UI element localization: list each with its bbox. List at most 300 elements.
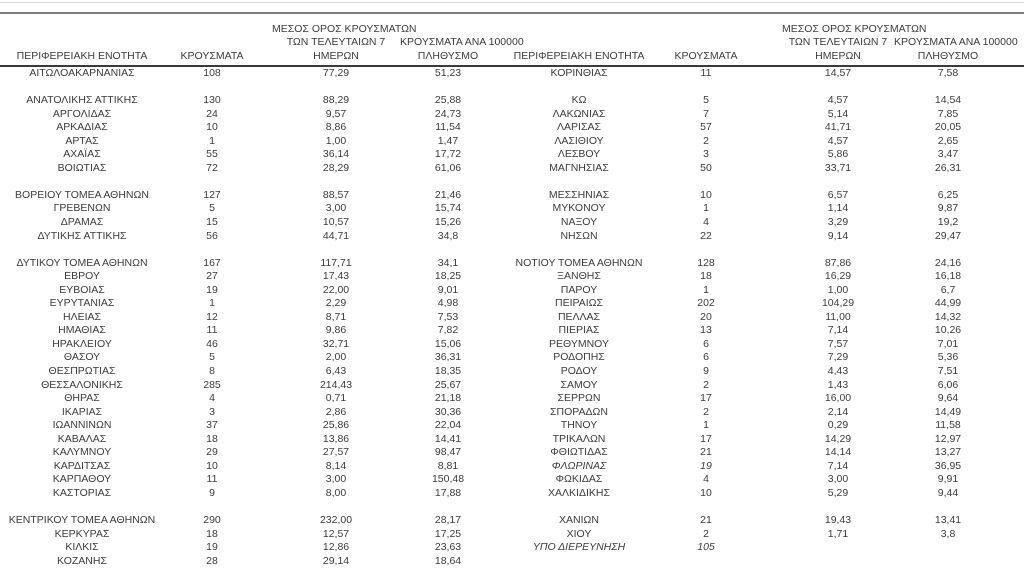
table-row	[0, 528, 1024, 542]
cell-region-right: ΡΟΔΟΥ	[560, 365, 598, 378]
cell-per100k-left: 34,1	[437, 256, 459, 269]
cell-cases-left: 24	[206, 107, 218, 120]
cell-per100k-left: 18,64	[434, 554, 462, 567]
cell-cases-right	[646, 243, 766, 257]
cell-per100k-right: 12,97	[934, 432, 962, 445]
cell-avg7-left: 12,57	[322, 527, 350, 540]
cell-avg7-left: 8,86	[325, 121, 347, 134]
table-row	[0, 433, 1024, 447]
cell-avg7-right: 7,14	[827, 459, 849, 472]
cell-per100k-right: 7,51	[937, 365, 959, 378]
cell-cases-right	[646, 81, 766, 95]
cell-per100k-right: 7,01	[937, 337, 959, 350]
cell-per100k-left: 17,88	[434, 486, 462, 499]
table-row	[0, 446, 1024, 460]
cell-per100k-left: 15,06	[434, 337, 462, 350]
cell-cases-right: 2	[703, 378, 709, 391]
cell-avg7-left: 25,86	[322, 419, 350, 432]
cell-region-left: ΚΑΣΤΟΡΙΑΣ	[52, 486, 112, 499]
cell-region-left: ΚΕΝΤΡΙΚΟΥ ΤΟΜΕΑ ΑΘΗΝΩΝ	[8, 514, 156, 527]
cell-per100k-right: 26,31	[934, 161, 962, 174]
table-row	[0, 284, 1024, 298]
cell-per100k-left	[400, 243, 512, 257]
header-per100k-left: ΚΡΟΥΣΜΑΤΑ ΑΝΑ 100000 ΠΛΗΘΥΣΜΟ	[400, 15, 512, 66]
cell-per100k-right	[894, 501, 1024, 515]
cell-region-left: ΚΕΡΚΥΡΑΣ	[54, 527, 110, 540]
cell-cases-right: 21	[700, 446, 712, 459]
cell-region-left: ΑΡΚΑΔΙΑΣ	[56, 121, 108, 134]
table-row	[0, 406, 1024, 420]
cell-cases-right: 202	[697, 297, 715, 310]
cell-region-left	[0, 243, 164, 257]
cell-per100k-right: 6,06	[937, 378, 959, 391]
cell-per100k-right: 6,25	[937, 188, 959, 201]
cell-avg7-right: 1,14	[827, 202, 849, 215]
cell-per100k-left: 98,47	[434, 446, 462, 459]
cell-cases-right: 19	[700, 459, 712, 472]
table-row	[0, 541, 1024, 555]
cell-region-right: ΤΡΙΚΑΛΩΝ	[552, 432, 606, 445]
table-row	[0, 324, 1024, 338]
cell-per100k-left: 4,98	[437, 297, 459, 310]
cell-per100k-left: 15,74	[434, 202, 462, 215]
table-header	[0, 15, 1024, 66]
cell-cases-left: 37	[206, 419, 218, 432]
cell-cases-right: 6	[703, 337, 709, 350]
cell-avg7-right: 16,00	[824, 392, 852, 405]
cell-avg7-left: 27,57	[322, 446, 350, 459]
cell-per100k-left: 17,72	[434, 148, 462, 161]
cell-cases-left: 15	[206, 216, 218, 229]
header-row	[0, 15, 1024, 66]
cell-region-left: ΑΝΑΤΟΛΙΚΗΣ ΑΤΤΙΚΗΣ	[26, 94, 138, 107]
cell-region-right: ΧΑΛΚΙΔΙΚΗΣ	[548, 486, 610, 499]
table-row	[0, 365, 1024, 379]
cell-avg7-right: 0,29	[827, 419, 849, 432]
table-row	[0, 338, 1024, 352]
cell-region-right: ΜΥΚΟΝΟΥ	[552, 202, 606, 215]
cell-per100k-right: 44,99	[934, 297, 962, 310]
cell-avg7-right: 14,14	[824, 446, 852, 459]
cell-cases-right: 17	[700, 392, 712, 405]
cell-avg7-right	[766, 81, 894, 95]
cell-cases-right: 50	[700, 161, 712, 174]
cell-per100k-right: 13,41	[934, 514, 962, 527]
cell-cases-left: 19	[206, 283, 218, 296]
cell-avg7-right: 7,29	[827, 351, 849, 364]
cell-region-left: ΑΡΓΟΛΙΔΑΣ	[52, 107, 112, 120]
table-row	[0, 460, 1024, 474]
cell-region-left: ΑΙΤΩΛΟΑΚΑΡΝΑΝΙΑΣ	[29, 67, 135, 79]
cell-region-right	[512, 175, 646, 189]
cell-per100k-right: 5,36	[937, 351, 959, 364]
header-cases-right: ΚΡΟΥΣΜΑΤΑ	[646, 15, 766, 66]
cell-per100k-right: 9,44	[937, 486, 959, 499]
cell-cases-left: 10	[206, 121, 218, 134]
cell-per100k-right: 10,26	[934, 324, 962, 337]
cell-avg7-right: 3,29	[827, 216, 849, 229]
cell-avg7-left: 2,29	[325, 297, 347, 310]
cell-avg7-right: 6,57	[827, 188, 849, 201]
cell-per100k-left: 21,18	[434, 392, 462, 405]
cell-avg7-left: 22,00	[322, 283, 350, 296]
cell-avg7-left: 13,86	[322, 432, 350, 445]
cell-cases-right: 3	[703, 148, 709, 161]
cell-avg7-right: 3,00	[827, 473, 849, 486]
cell-cases-left: 5	[209, 202, 215, 215]
cell-cases-left: 8	[209, 365, 215, 378]
cell-cases-right: 11	[700, 67, 712, 79]
cell-avg7-right: 11,00	[825, 310, 851, 323]
cell-cases-left: 3	[209, 405, 215, 418]
cell-avg7-left: 17,43	[322, 270, 350, 283]
table-row	[0, 243, 1024, 257]
table-row	[0, 392, 1024, 406]
cell-region-right: ΥΠΟ ΔΙΕΡΕΥΝΗΣΗ	[532, 541, 626, 554]
cell-cases-left	[164, 175, 260, 189]
table-row	[0, 351, 1024, 365]
cell-region-right: ΠΙΕΡΙΑΣ	[558, 324, 600, 337]
cell-region-right: ΛΑΚΩΝΙΑΣ	[552, 107, 606, 120]
cell-per100k-right	[894, 555, 1024, 568]
cell-region-right: ΠΑΡΟΥ	[560, 283, 598, 296]
cell-cases-right: 1	[703, 419, 709, 432]
cell-region-right: ΛΑΡΙΣΑΣ	[557, 121, 601, 134]
cell-avg7-left: 9,57	[325, 107, 347, 120]
cell-avg7-left	[260, 175, 400, 189]
cell-region-right: ΝΑΞΟΥ	[560, 216, 598, 229]
cell-region-left: ΕΒΡΟΥ	[64, 270, 100, 283]
cell-per100k-left: 23,63	[434, 541, 462, 554]
regional-cases-table	[0, 15, 1024, 568]
table-row	[0, 230, 1024, 244]
cell-cases-right: 7	[703, 107, 709, 120]
cell-avg7-left: 2,86	[325, 405, 347, 418]
cell-cases-left: 11	[206, 473, 218, 486]
cell-per100k-left: 18,35	[434, 365, 462, 378]
cell-cases-left: 5	[209, 351, 215, 364]
cell-avg7-right: 9,14	[827, 229, 849, 242]
cell-per100k-right: 3,47	[937, 148, 959, 161]
cell-per100k-right: 3,8	[940, 527, 956, 540]
cell-avg7-left: 2,00	[325, 351, 347, 364]
cell-cases-left: 27	[206, 270, 218, 283]
cell-avg7-right: 33,71	[824, 161, 852, 174]
cell-region-left: ΕΥΡΥΤΑΝΙΑΣ	[49, 297, 115, 310]
cell-cases-right: 17	[700, 432, 712, 445]
cell-per100k-right: 6,7	[940, 283, 956, 296]
cell-cases-right: 22	[700, 229, 712, 242]
cell-cases-right: 1	[703, 283, 709, 296]
table-row	[0, 94, 1024, 108]
table-row	[0, 487, 1024, 501]
table-row	[0, 175, 1024, 189]
cell-avg7-right	[766, 541, 894, 555]
cell-cases-left: 290	[203, 514, 221, 527]
cell-cases-left: 28	[206, 554, 218, 567]
cell-per100k-left: 7,82	[437, 324, 459, 337]
cell-cases-left: 18	[206, 527, 218, 540]
cell-region-right	[512, 501, 646, 515]
cell-avg7-left: 232,00	[319, 514, 353, 527]
cell-region-right: ΧΙΟΥ	[566, 527, 592, 540]
table-row	[0, 135, 1024, 149]
cell-region-right	[512, 555, 646, 568]
cell-region-left: ΒΟΡΕΙΟΥ ΤΟΜΕΑ ΑΘΗΝΩΝ	[15, 188, 149, 201]
header-avg7-right: ΜΕΣΟΣ ΟΡΟΣ ΚΡΟΥΣΜΑΤΩΝ ΤΩΝ ΤΕΛΕΥΤΑΙΩΝ 7 ΗΜΕΡΩΝ	[766, 15, 894, 66]
cell-cases-right: 6	[703, 351, 709, 364]
cell-per100k-left: 8,81	[437, 459, 459, 472]
cell-avg7-right: 14,29	[824, 432, 852, 445]
cell-region-left: ΑΧΑΪΑΣ	[63, 148, 101, 161]
cell-region-left: ΒΟΙΩΤΙΑΣ	[57, 161, 107, 174]
cell-avg7-right	[766, 243, 894, 257]
cell-region-left	[0, 501, 164, 515]
cell-avg7-right: 7,14	[827, 324, 849, 337]
cell-cases-left: 56	[206, 229, 218, 242]
cell-avg7-right: 19,43	[824, 514, 852, 527]
cell-per100k-right	[894, 175, 1024, 189]
cell-per100k-right: 14,54	[934, 94, 962, 107]
cell-per100k-right: 13,27	[934, 446, 962, 459]
cell-avg7-left: 1,00	[325, 134, 347, 147]
cell-region-right: ΝΗΣΩΝ	[560, 229, 598, 242]
cell-cases-left: 55	[206, 148, 218, 161]
cell-avg7-right: 4,57	[827, 134, 849, 147]
cell-per100k-left: 25,67	[434, 378, 462, 391]
cell-per100k-left: 22,04	[434, 419, 462, 432]
cell-per100k-right: 7,85	[937, 107, 959, 120]
table-row	[0, 379, 1024, 393]
table-row	[0, 148, 1024, 162]
cell-avg7-left: 9,86	[325, 324, 347, 337]
cell-region-left: ΗΡΑΚΛΕΙΟΥ	[52, 337, 112, 350]
cell-region-right: ΠΕΙΡΑΙΩΣ	[555, 297, 603, 310]
cell-avg7-left: 117,71	[320, 256, 352, 269]
cell-avg7-right	[766, 175, 894, 189]
cell-cases-right: 1	[703, 202, 709, 215]
cell-avg7-left: 6,43	[325, 365, 347, 378]
cell-cases-left: 167	[203, 256, 221, 269]
cell-avg7-right: 1,00	[827, 283, 849, 296]
cell-region-right: ΦΘΙΩΤΙΔΑΣ	[550, 446, 608, 459]
cell-region-right: ΚΟΡΙΝΘΙΑΣ	[550, 67, 608, 79]
cell-cases-left	[164, 501, 260, 515]
cell-cases-right: 10	[700, 188, 712, 201]
cell-region-right: ΣΑΜΟΥ	[560, 378, 598, 391]
cell-region-left: ΚΑΛΥΜΝΟΥ	[52, 446, 112, 459]
cell-avg7-right: 87,86	[824, 256, 852, 269]
cell-cases-right: 21	[700, 514, 712, 527]
cell-avg7-left: 44,71	[322, 229, 350, 242]
cell-region-left: ΔΥΤΙΚΗΣ ΑΤΤΙΚΗΣ	[37, 229, 127, 242]
cell-region-left: ΚΑΒΑΛΑΣ	[57, 432, 107, 445]
cell-per100k-right: 24,16	[934, 256, 962, 269]
cell-per100k-right	[894, 243, 1024, 257]
table-row	[0, 162, 1024, 176]
cell-cases-left: 46	[206, 337, 218, 350]
cell-avg7-left: 214,43	[319, 378, 353, 391]
cell-cases-right: 5	[703, 94, 709, 107]
cell-per100k-right: 7,58	[937, 67, 959, 79]
cell-region-left: ΑΡΤΑΣ	[65, 134, 99, 147]
cell-cases-right: 4	[703, 216, 709, 229]
cell-per100k-right: 14,32	[934, 310, 962, 323]
table-row	[0, 216, 1024, 230]
cell-avg7-left: 88,29	[322, 94, 350, 107]
cell-per100k-left: 7,53	[437, 310, 459, 323]
table-row	[0, 257, 1024, 271]
cell-per100k-right	[894, 541, 1024, 555]
cell-region-left: ΘΕΣΠΡΩΤΙΑΣ	[48, 365, 116, 378]
cell-region-left: ΗΛΕΙΑΣ	[62, 310, 101, 323]
cell-region-left	[0, 175, 164, 189]
cell-avg7-left: 8,71	[325, 310, 347, 323]
cell-avg7-left: 32,71	[322, 337, 350, 350]
table-row	[0, 514, 1024, 528]
cell-region-right: ΠΕΛΛΑΣ	[557, 310, 601, 323]
table-row	[0, 202, 1024, 216]
cell-cases-left: 29	[206, 446, 218, 459]
cell-region-right: ΛΕΣΒΟΥ	[557, 148, 601, 161]
cell-per100k-left: 17,25	[434, 527, 462, 540]
cell-per100k-left: 14,41	[434, 432, 462, 445]
cell-per100k-left: 61,06	[434, 161, 462, 174]
cell-region-right: ΤΗΝΟΥ	[560, 419, 598, 432]
cell-cases-left: 72	[206, 161, 218, 174]
cell-per100k-right: 20,05	[934, 121, 962, 134]
cell-avg7-right: 1,71	[827, 527, 849, 540]
cell-region-left: ΓΡΕΒΕΝΩΝ	[53, 202, 111, 215]
cell-per100k-right: 9,64	[937, 392, 959, 405]
cell-cases-left	[164, 81, 260, 95]
table-row	[0, 501, 1024, 515]
header-avg7-left: ΜΕΣΟΣ ΟΡΟΣ ΚΡΟΥΣΜΑΤΩΝ ΤΩΝ ΤΕΛΕΥΤΑΙΩΝ 7 ΗΜΕΡΩΝ	[260, 15, 400, 66]
table-row	[0, 81, 1024, 95]
header-per100k-right: ΚΡΟΥΣΜΑΤΑ ΑΝΑ 100000 ΠΛΗΘΥΣΜΟ	[894, 15, 1024, 66]
cell-avg7-left: 3,00	[325, 202, 347, 215]
cell-avg7-right: 104,29	[821, 297, 855, 310]
cell-per100k-left: 15,26	[434, 216, 462, 229]
cell-cases-right	[646, 501, 766, 515]
cell-per100k-left: 150,48	[431, 473, 465, 486]
cell-per100k-right: 11,58	[935, 419, 961, 432]
cell-region-right	[512, 81, 646, 95]
cell-avg7-left: 88,57	[322, 188, 350, 201]
cell-per100k-right: 9,91	[937, 473, 959, 486]
cell-cases-left: 1	[209, 297, 215, 310]
cell-region-left: ΙΩΑΝΝΙΝΩΝ	[52, 419, 112, 432]
table-row	[0, 121, 1024, 135]
cell-per100k-left: 36,31	[434, 351, 462, 364]
cell-avg7-left	[260, 501, 400, 515]
cell-region-right: ΡΕΘΥΜΝΟΥ	[548, 337, 609, 350]
cell-cases-right: 18	[700, 270, 712, 283]
cell-per100k-right: 2,65	[937, 134, 959, 147]
cell-region-right: ΣΠΟΡΑΔΩΝ	[550, 405, 608, 418]
cell-region-left: ΕΥΒΟΙΑΣ	[59, 283, 105, 296]
cell-region-left: ΙΚΑΡΙΑΣ	[61, 405, 103, 418]
cell-region-left: ΘΗΡΑΣ	[64, 392, 100, 405]
cell-cases-right: 105	[697, 541, 715, 554]
cell-cases-right: 9	[703, 365, 709, 378]
top-rule-gray	[0, 12, 1024, 14]
cell-per100k-left: 25,88	[434, 94, 462, 107]
header-region-left: ΠΕΡΙΦΕΡΕΙΑΚΗ ΕΝΟΤΗΤΑ	[0, 15, 164, 66]
cell-per100k-left: 51,23	[434, 67, 462, 79]
cell-avg7-left: 0,71	[325, 392, 347, 405]
header-cases-left: ΚΡΟΥΣΜΑΤΑ	[164, 15, 260, 66]
cell-cases-right: 128	[697, 256, 715, 269]
table-row	[0, 297, 1024, 311]
cell-avg7-left: 29,14	[322, 554, 350, 567]
cell-region-left: ΚΟΖΑΝΗΣ	[57, 554, 107, 567]
cell-per100k-left: 1,47	[437, 134, 459, 147]
cell-cases-right: 2	[703, 405, 709, 418]
cell-per100k-right: 9,87	[937, 202, 959, 215]
table-row	[0, 108, 1024, 122]
cell-per100k-left: 18,25	[434, 270, 462, 283]
cell-cases-left: 11	[206, 324, 218, 337]
cell-region-left: ΘΑΣΟΥ	[63, 351, 101, 364]
cell-region-right: ΞΑΝΘΗΣ	[557, 270, 601, 283]
cell-region-right: ΧΑΝΙΩΝ	[559, 514, 599, 527]
table-row	[0, 66, 1024, 81]
cell-per100k-left	[400, 81, 512, 95]
cell-avg7-left: 8,14	[325, 459, 347, 472]
cell-cases-left: 130	[203, 94, 221, 107]
cell-cases-left: 108	[203, 67, 221, 79]
cell-avg7-right: 2,14	[827, 405, 849, 418]
cell-avg7-right: 5,14	[827, 107, 849, 120]
table-row	[0, 189, 1024, 203]
table-row	[0, 270, 1024, 284]
cell-cases-left: 10	[206, 459, 218, 472]
cell-per100k-right	[894, 81, 1024, 95]
header-region-right: ΠΕΡΙΦΕΡΕΙΑΚΗ ΕΝΟΤΗΤΑ	[512, 15, 646, 66]
cell-cases-right	[646, 555, 766, 568]
table-body	[0, 66, 1024, 568]
cell-region-right: ΣΕΡΡΩΝ	[557, 392, 601, 405]
cell-cases-left: 18	[206, 432, 218, 445]
cell-region-left: ΚΑΡΠΑΘΟΥ	[52, 473, 112, 486]
cell-cases-left: 4	[209, 392, 215, 405]
cell-cases-right: 4	[703, 473, 709, 486]
cell-per100k-left	[400, 175, 512, 189]
cell-per100k-right: 19,2	[937, 216, 959, 229]
cell-per100k-left	[400, 501, 512, 515]
cell-per100k-right: 36,95	[934, 459, 962, 472]
cell-avg7-right	[766, 555, 894, 568]
table-row	[0, 419, 1024, 433]
cell-avg7-left: 36,14	[322, 148, 350, 161]
cell-avg7-right: 4,43	[827, 365, 849, 378]
cell-region-left: ΗΜΑΘΙΑΣ	[58, 324, 106, 337]
cell-cases-right: 10	[700, 486, 712, 499]
cell-avg7-left: 12,86	[322, 541, 350, 554]
cell-cases-left: 127	[203, 188, 221, 201]
cell-per100k-right: 14,49	[934, 405, 962, 418]
cell-per100k-left: 9,01	[437, 283, 459, 296]
table-row	[0, 555, 1024, 568]
cell-per100k-left: 24,73	[434, 107, 462, 120]
top-rule-light	[0, 2, 1024, 3]
cell-cases-right: 2	[703, 134, 709, 147]
cell-avg7-left: 8,00	[325, 486, 347, 499]
cell-region-right: ΜΕΣΣΗΝΙΑΣ	[548, 188, 610, 201]
cell-avg7-left	[260, 243, 400, 257]
cell-region-right: ΦΩΚΙΔΑΣ	[555, 473, 603, 486]
